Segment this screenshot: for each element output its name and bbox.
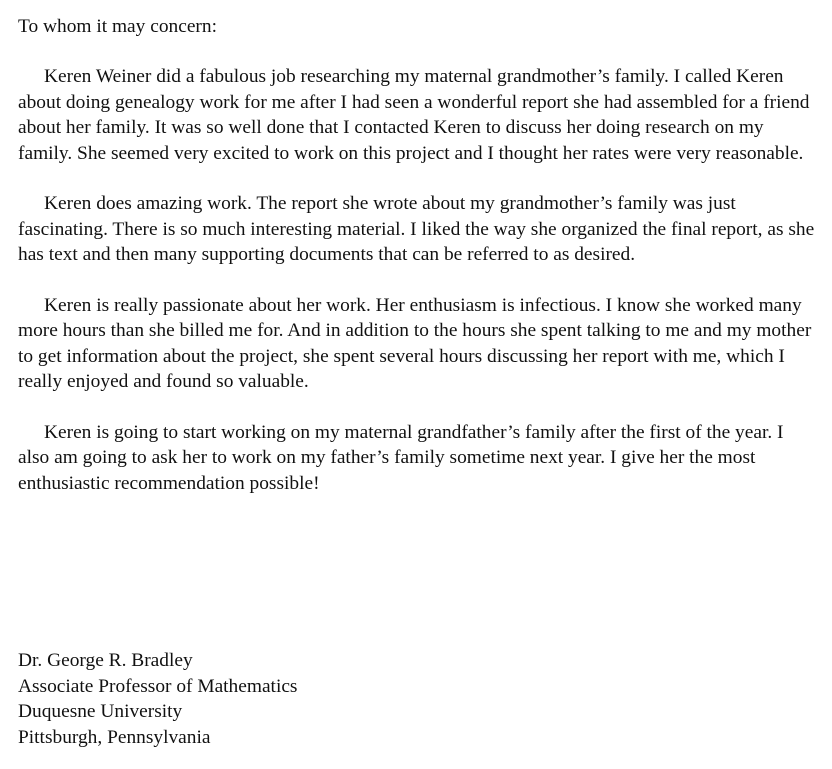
signer-title: Associate Professor of Mathematics: [18, 675, 298, 697]
paragraph-2: Keren does amazing work. The report she wrote about my grandmother’s family was just fascinating. There is so much interesting material. I liked the way she organized the final report, as she has text and then many supporting documents that can be referred to as desired.: [18, 193, 815, 266]
salutation: To whom it may concern:: [18, 16, 217, 37]
signature-block: [18, 648, 297, 750]
letter-body: [18, 14, 818, 522]
signer-location: Pittsburgh, Pennsylvania: [18, 726, 211, 748]
signer-name: Dr. George R. Bradley: [18, 650, 193, 671]
paragraph-3: Keren is really passionate about her work. Her enthusiasm is infectious. I know she worked many more hours than she billed me for. And in addition to the hours she spent talking to me and my mother to get information about the project, she spent several hours discussing her report with me, which I really enjoyed and found so valuable.: [18, 295, 812, 393]
paragraph-4: Keren is going to start working on my maternal grandfather’s family after the first of the year. I also am going to ask her to work on my father’s family sometime next year. I give her the most enthusiastic recommendation possible!: [18, 422, 784, 494]
paragraph-1: Keren Weiner did a fabulous job researching my maternal grandmother’s family. I called Keren about doing genealogy work for me after I had seen a wonderful report she had assembled for a friend about her family. It was so well done that I contacted Keren to discuss her doing research on my family. She seemed very excited to work on this project and I thought her rates were very reasonable.: [18, 66, 810, 164]
signer-institution: Duquesne University: [18, 701, 183, 723]
